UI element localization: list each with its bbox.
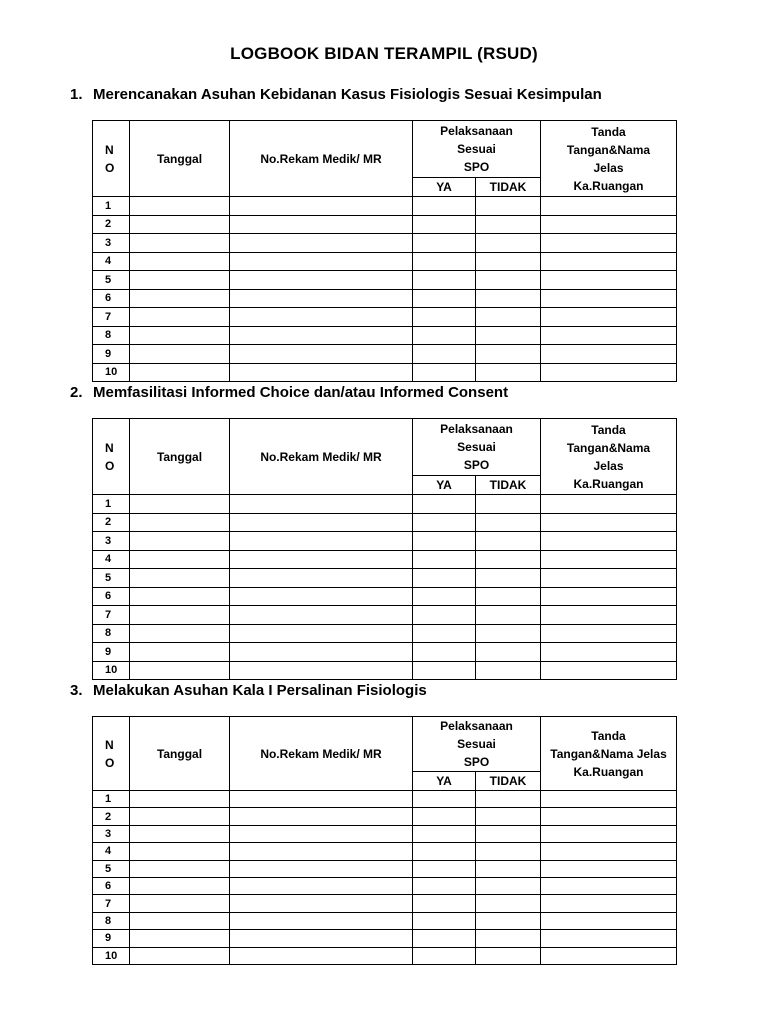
row-number: 3 (93, 825, 130, 842)
header-pelaksanaan-line: SPO (463, 458, 490, 472)
header-rekam-medik: No.Rekam Medik/ MR (230, 419, 413, 495)
row-number: 4 (93, 550, 130, 569)
ya-cell[interactable] (413, 234, 476, 253)
header-tanggal: Tanggal (130, 121, 230, 197)
header-no-line1: N (105, 737, 114, 752)
tidak-cell[interactable] (476, 587, 541, 606)
header-pelaksanaan-line: Sesuai (457, 142, 496, 156)
ya-cell[interactable] (413, 532, 476, 551)
table-row (93, 345, 677, 364)
tanggal-cell[interactable] (130, 895, 230, 912)
tanda-tangan-cell[interactable] (541, 843, 677, 860)
section-3-title (70, 682, 427, 699)
row-number: 8 (93, 624, 130, 643)
table-row (93, 532, 677, 551)
rekam-medik-cell[interactable] (230, 308, 413, 327)
rekam-medik-cell[interactable] (230, 326, 413, 345)
rekam-medik-cell[interactable] (230, 532, 413, 551)
ya-cell[interactable] (413, 271, 476, 290)
table-row (93, 912, 677, 929)
header-pelaksanaan (413, 717, 541, 772)
rekam-medik-cell[interactable] (230, 513, 413, 532)
table-row (93, 791, 677, 808)
header-tidak: TIDAK (476, 476, 541, 495)
header-tanda-line: Tanda (591, 422, 626, 437)
tidak-cell[interactable] (476, 624, 541, 643)
rekam-medik-cell[interactable] (230, 791, 413, 808)
header-tanggal: Tanggal (130, 419, 230, 495)
tanggal-cell[interactable] (130, 912, 230, 929)
table-row (93, 877, 677, 894)
ya-cell[interactable] (413, 215, 476, 234)
tanda-tangan-cell[interactable] (541, 895, 677, 912)
tanda-tangan-cell[interactable] (541, 289, 677, 308)
tanggal-cell[interactable] (130, 606, 230, 625)
tidak-cell[interactable] (476, 495, 541, 514)
section-3-number: 3. (70, 682, 83, 699)
ya-cell[interactable] (413, 308, 476, 327)
table-row (93, 363, 677, 382)
header-tanda-tangan (541, 717, 677, 791)
ya-cell[interactable] (413, 197, 476, 216)
table-row (93, 289, 677, 308)
header-no (93, 121, 130, 197)
ya-cell[interactable] (413, 550, 476, 569)
tidak-cell[interactable] (476, 252, 541, 271)
table-row (93, 513, 677, 532)
tanggal-cell[interactable] (130, 843, 230, 860)
tanggal-cell[interactable] (130, 326, 230, 345)
header-pelaksanaan-line: SPO (463, 160, 490, 174)
row-number: 5 (93, 569, 130, 588)
tanggal-cell[interactable] (130, 550, 230, 569)
row-number: 3 (93, 234, 130, 253)
row-number: 10 (93, 661, 130, 680)
tidak-cell[interactable] (476, 345, 541, 364)
header-no-line2: O (105, 458, 115, 473)
header-tanda-line: Tangan&Nama (566, 142, 651, 157)
rekam-medik-cell[interactable] (230, 234, 413, 253)
row-number: 4 (93, 252, 130, 271)
rekam-medik-cell[interactable] (230, 289, 413, 308)
table-row (93, 495, 677, 514)
tanda-tangan-cell[interactable] (541, 624, 677, 643)
header-tanda-line: Jelas (593, 458, 624, 473)
section-2-number: 2. (70, 384, 83, 401)
header-tanda-line: Ka.Ruangan (573, 178, 644, 193)
rekam-medik-cell[interactable] (230, 825, 413, 842)
ya-cell[interactable] (413, 363, 476, 382)
tanda-tangan-cell[interactable] (541, 215, 677, 234)
rekam-medik-cell[interactable] (230, 877, 413, 894)
ya-cell[interactable] (413, 877, 476, 894)
rekam-medik-cell[interactable] (230, 930, 413, 947)
header-no-line1: N (105, 142, 114, 157)
section-1-heading: Merencanakan Asuhan Kebidanan Kasus Fisiologis Sesuai Kesimpulan (93, 86, 602, 103)
tanggal-cell[interactable] (130, 624, 230, 643)
tanda-tangan-cell[interactable] (541, 495, 677, 514)
row-number: 9 (93, 930, 130, 947)
header-tanda-line: Tanda (591, 728, 626, 743)
rekam-medik-cell[interactable] (230, 550, 413, 569)
table-row (93, 947, 677, 964)
rekam-medik-cell[interactable] (230, 215, 413, 234)
row-number: 6 (93, 587, 130, 606)
tidak-cell[interactable] (476, 197, 541, 216)
tanggal-cell[interactable] (130, 930, 230, 947)
rekam-medik-cell[interactable] (230, 661, 413, 680)
header-pelaksanaan-line: SPO (463, 755, 490, 769)
ya-cell[interactable] (413, 569, 476, 588)
tanda-tangan-cell[interactable] (541, 326, 677, 345)
row-number: 2 (93, 808, 130, 825)
ya-cell[interactable] (413, 252, 476, 271)
header-tanggal: Tanggal (130, 717, 230, 791)
tidak-cell[interactable] (476, 532, 541, 551)
table-row (93, 643, 677, 662)
header-tanda-line: Jelas (593, 160, 624, 175)
section-2-heading: Memfasilitasi Informed Choice dan/atau Informed Consent (93, 384, 509, 401)
rekam-medik-cell[interactable] (230, 363, 413, 382)
rekam-medik-cell[interactable] (230, 624, 413, 643)
tidak-cell[interactable] (476, 513, 541, 532)
rekam-medik-cell[interactable] (230, 569, 413, 588)
row-number: 8 (93, 912, 130, 929)
tanggal-cell[interactable] (130, 661, 230, 680)
tidak-cell[interactable] (476, 643, 541, 662)
header-pelaksanaan-line: Pelaksanaan (440, 124, 513, 138)
ya-cell[interactable] (413, 326, 476, 345)
ya-cell[interactable] (413, 860, 476, 877)
header-tanda-line: Tangan&Nama Jelas (550, 746, 667, 761)
header-tanda-line: Tanda (591, 124, 626, 139)
tidak-cell[interactable] (476, 271, 541, 290)
header-pelaksanaan-line: Pelaksanaan (440, 719, 513, 733)
table-row (93, 895, 677, 912)
rekam-medik-cell[interactable] (230, 252, 413, 271)
rekam-medik-cell[interactable] (230, 345, 413, 364)
ya-cell[interactable] (413, 289, 476, 308)
tanggal-cell[interactable] (130, 215, 230, 234)
header-no (93, 419, 130, 495)
tidak-cell[interactable] (476, 215, 541, 234)
tidak-cell[interactable] (476, 912, 541, 929)
header-ya: YA (413, 476, 476, 495)
row-number: 7 (93, 308, 130, 327)
tanda-tangan-cell[interactable] (541, 513, 677, 532)
tanggal-cell[interactable] (130, 308, 230, 327)
header-pelaksanaan-line: Pelaksanaan (440, 422, 513, 436)
tanggal-cell[interactable] (130, 513, 230, 532)
ya-cell[interactable] (413, 606, 476, 625)
tanda-tangan-cell[interactable] (541, 825, 677, 842)
tanggal-cell[interactable] (130, 363, 230, 382)
ya-cell[interactable] (413, 791, 476, 808)
ya-cell[interactable] (413, 912, 476, 929)
rekam-medik-cell[interactable] (230, 643, 413, 662)
tanda-tangan-cell[interactable] (541, 808, 677, 825)
table-row (93, 624, 677, 643)
rekam-medik-cell[interactable] (230, 197, 413, 216)
tidak-cell[interactable] (476, 808, 541, 825)
tanda-tangan-cell[interactable] (541, 877, 677, 894)
tidak-cell[interactable] (476, 930, 541, 947)
table-row (93, 252, 677, 271)
row-number: 10 (93, 363, 130, 382)
tanda-tangan-cell[interactable] (541, 569, 677, 588)
header-pelaksanaan-line: Sesuai (457, 440, 496, 454)
tanggal-cell[interactable] (130, 252, 230, 271)
row-number: 7 (93, 895, 130, 912)
tidak-cell[interactable] (476, 569, 541, 588)
row-number: 5 (93, 860, 130, 877)
header-no (93, 717, 130, 791)
rekam-medik-cell[interactable] (230, 587, 413, 606)
header-rekam-medik: No.Rekam Medik/ MR (230, 717, 413, 791)
tidak-cell[interactable] (476, 550, 541, 569)
tanggal-cell[interactable] (130, 825, 230, 842)
table-row (93, 569, 677, 588)
tanda-tangan-cell[interactable] (541, 947, 677, 964)
tanda-tangan-cell[interactable] (541, 234, 677, 253)
rekam-medik-cell[interactable] (230, 606, 413, 625)
tanggal-cell[interactable] (130, 532, 230, 551)
rekam-medik-cell[interactable] (230, 895, 413, 912)
row-number: 4 (93, 843, 130, 860)
table-row (93, 860, 677, 877)
header-rekam-medik: No.Rekam Medik/ MR (230, 121, 413, 197)
header-pelaksanaan (413, 121, 541, 178)
table-row (93, 308, 677, 327)
rekam-medik-cell[interactable] (230, 271, 413, 290)
tanggal-cell[interactable] (130, 569, 230, 588)
header-tanda-tangan (541, 121, 677, 197)
ya-cell[interactable] (413, 843, 476, 860)
tanda-tangan-cell[interactable] (541, 363, 677, 382)
ya-cell[interactable] (413, 895, 476, 912)
row-number: 9 (93, 345, 130, 364)
ya-cell[interactable] (413, 808, 476, 825)
tanggal-cell[interactable] (130, 495, 230, 514)
tanda-tangan-cell[interactable] (541, 308, 677, 327)
header-tanda-line: Tangan&Nama (566, 440, 651, 455)
table-row (93, 326, 677, 345)
section-1-title (70, 86, 602, 103)
header-pelaksanaan (413, 419, 541, 476)
tanggal-cell[interactable] (130, 271, 230, 290)
table-row (93, 234, 677, 253)
row-number: 6 (93, 877, 130, 894)
header-tanda-tangan (541, 419, 677, 495)
header-no-line2: O (105, 755, 115, 770)
tanda-tangan-cell[interactable] (541, 860, 677, 877)
table-row (93, 550, 677, 569)
row-number: 1 (93, 495, 130, 514)
tanda-tangan-cell[interactable] (541, 643, 677, 662)
table-row (93, 606, 677, 625)
tidak-cell[interactable] (476, 661, 541, 680)
table-row (93, 843, 677, 860)
tidak-cell[interactable] (476, 326, 541, 345)
rekam-medik-cell[interactable] (230, 495, 413, 514)
tanda-tangan-cell[interactable] (541, 930, 677, 947)
ya-cell[interactable] (413, 661, 476, 680)
tidak-cell[interactable] (476, 791, 541, 808)
row-number: 10 (93, 947, 130, 964)
header-no-line2: O (105, 160, 115, 175)
tidak-cell[interactable] (476, 606, 541, 625)
row-number: 1 (93, 197, 130, 216)
table-row (93, 808, 677, 825)
tanggal-cell[interactable] (130, 197, 230, 216)
rekam-medik-cell[interactable] (230, 912, 413, 929)
table-row (93, 197, 677, 216)
rekam-medik-cell[interactable] (230, 947, 413, 964)
header-tanda-line: Ka.Ruangan (573, 476, 644, 491)
rekam-medik-cell[interactable] (230, 843, 413, 860)
tanda-tangan-cell[interactable] (541, 252, 677, 271)
tidak-cell[interactable] (476, 843, 541, 860)
tidak-cell[interactable] (476, 308, 541, 327)
tidak-cell[interactable] (476, 877, 541, 894)
header-pelaksanaan-line: Sesuai (457, 737, 496, 751)
ya-cell[interactable] (413, 345, 476, 364)
tanggal-cell[interactable] (130, 808, 230, 825)
tanda-tangan-cell[interactable] (541, 587, 677, 606)
tanggal-cell[interactable] (130, 289, 230, 308)
ya-cell[interactable] (413, 825, 476, 842)
tanggal-cell[interactable] (130, 947, 230, 964)
header-tidak: TIDAK (476, 178, 541, 197)
tanggal-cell[interactable] (130, 877, 230, 894)
tanggal-cell[interactable] (130, 587, 230, 606)
tanggal-cell[interactable] (130, 234, 230, 253)
table-row (93, 930, 677, 947)
tidak-cell[interactable] (476, 234, 541, 253)
table-row (93, 215, 677, 234)
tanggal-cell[interactable] (130, 791, 230, 808)
document-title: LOGBOOK BIDAN TERAMPIL (RSUD) (230, 44, 538, 63)
tidak-cell[interactable] (476, 947, 541, 964)
tanda-tangan-cell[interactable] (541, 661, 677, 680)
row-number: 3 (93, 532, 130, 551)
tidak-cell[interactable] (476, 860, 541, 877)
tanda-tangan-cell[interactable] (541, 197, 677, 216)
header-ya: YA (413, 772, 476, 791)
header-tidak: TIDAK (476, 772, 541, 791)
tanda-tangan-cell[interactable] (541, 345, 677, 364)
tanda-tangan-cell[interactable] (541, 791, 677, 808)
section-1-number: 1. (70, 86, 83, 103)
table-row (93, 661, 677, 680)
header-tanda-line: Ka.Ruangan (573, 764, 644, 779)
section-2-title (70, 384, 508, 401)
row-number: 2 (93, 513, 130, 532)
logbook-table-2 (92, 418, 677, 680)
ya-cell[interactable] (413, 624, 476, 643)
row-number: 8 (93, 326, 130, 345)
row-number: 1 (93, 791, 130, 808)
tidak-cell[interactable] (476, 895, 541, 912)
tidak-cell[interactable] (476, 289, 541, 308)
tanda-tangan-cell[interactable] (541, 912, 677, 929)
row-number: 5 (93, 271, 130, 290)
row-number: 9 (93, 643, 130, 662)
table-row (93, 587, 677, 606)
tanda-tangan-cell[interactable] (541, 550, 677, 569)
tanda-tangan-cell[interactable] (541, 271, 677, 290)
rekam-medik-cell[interactable] (230, 860, 413, 877)
tanggal-cell[interactable] (130, 860, 230, 877)
ya-cell[interactable] (413, 587, 476, 606)
logbook-table-1 (92, 120, 677, 382)
tanda-tangan-cell[interactable] (541, 532, 677, 551)
header-ya: YA (413, 178, 476, 197)
row-number: 2 (93, 215, 130, 234)
ya-cell[interactable] (413, 495, 476, 514)
table-row (93, 271, 677, 290)
ya-cell[interactable] (413, 513, 476, 532)
rekam-medik-cell[interactable] (230, 808, 413, 825)
tanda-tangan-cell[interactable] (541, 606, 677, 625)
ya-cell[interactable] (413, 643, 476, 662)
tidak-cell[interactable] (476, 825, 541, 842)
header-no-line1: N (105, 440, 114, 455)
ya-cell[interactable] (413, 930, 476, 947)
tanggal-cell[interactable] (130, 345, 230, 364)
tidak-cell[interactable] (476, 363, 541, 382)
ya-cell[interactable] (413, 947, 476, 964)
tanggal-cell[interactable] (130, 643, 230, 662)
row-number: 7 (93, 606, 130, 625)
row-number: 6 (93, 289, 130, 308)
logbook-table-3 (92, 716, 677, 965)
section-3-heading: Melakukan Asuhan Kala I Persalinan Fisiologis (93, 682, 427, 699)
table-row (93, 825, 677, 842)
